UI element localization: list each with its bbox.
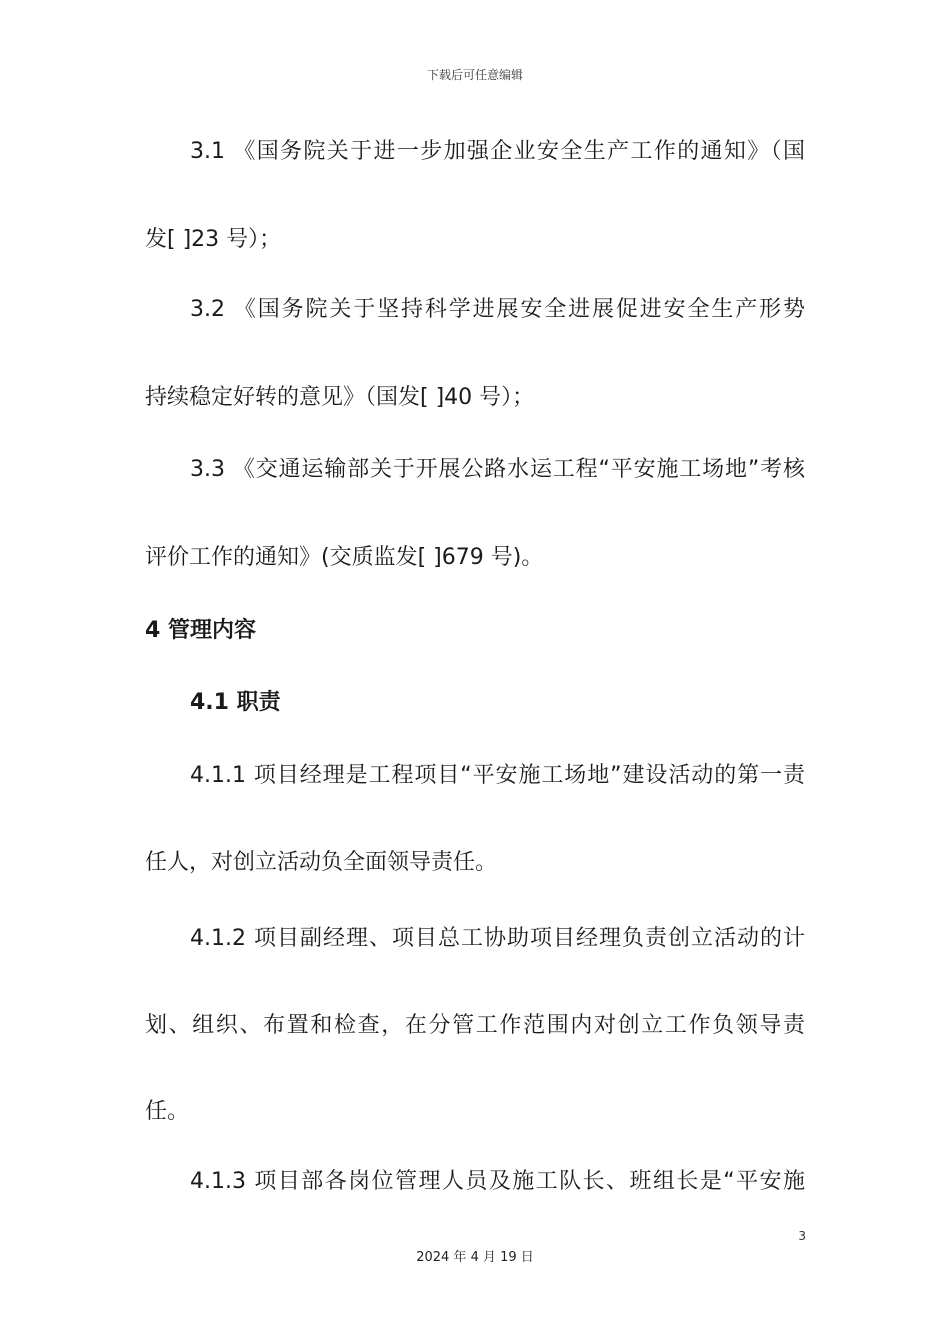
paragraph-line: 4.1.3 项目部各岗位管理人员及施工队长、班组长是“平安施 bbox=[190, 1169, 805, 1194]
paragraph-line: 划、组织、布置和检查，在分管工作范围内对创立工作负领导责 bbox=[145, 1013, 805, 1038]
section-heading: 4 管理内容 bbox=[145, 618, 256, 643]
paragraph-line: 评价工作的通知》(交质监发[ ]679 号)。 bbox=[145, 545, 544, 570]
subsection-heading: 4.1 职责 bbox=[190, 690, 281, 715]
paragraph-line: 任人，对创立活动负全面领导责任。 bbox=[145, 850, 498, 875]
paragraph-line: 4.1.1 项目经理是工程项目“平安施工场地”建设活动的第一责 bbox=[190, 763, 805, 788]
paragraph-line: 任。 bbox=[145, 1099, 190, 1124]
paragraph-line: 3.3 《交通运输部关于开展公路水运工程“平安施工场地”考核 bbox=[190, 457, 805, 482]
paragraph-line: 3.1 《国务院关于进一步加强企业安全生产工作的通知》（国 bbox=[190, 139, 805, 164]
page-header: 下载后可任意编辑 bbox=[426, 68, 523, 82]
page-number: 3 bbox=[798, 1229, 806, 1243]
paragraph-line: 3.2 《国务院关于坚持科学进展安全进展促进安全生产形势 bbox=[190, 297, 805, 322]
footer-date: 2024 年 4 月 19 日 bbox=[416, 1250, 534, 1265]
paragraph-line: 发[ ]23 号）； bbox=[145, 227, 282, 252]
paragraph-line: 4.1.2 项目副经理、项目总工协助项目经理负责创立活动的计 bbox=[190, 926, 805, 951]
paragraph-line: 持续稳定好转的意见》（国发[ ]40 号）； bbox=[145, 385, 535, 410]
